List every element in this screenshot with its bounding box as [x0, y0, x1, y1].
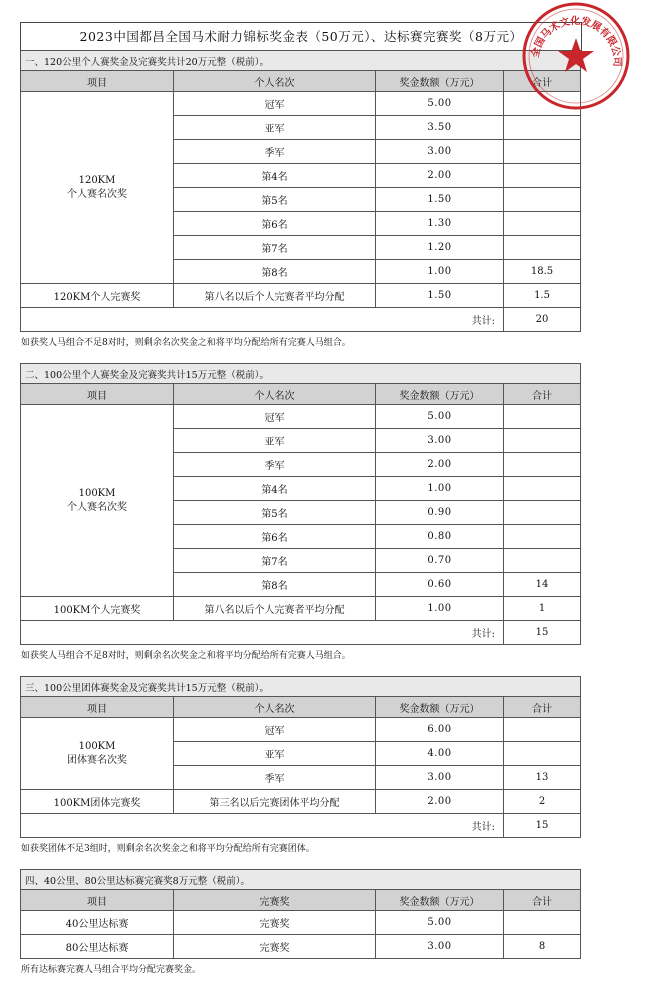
group-label-text: 100KM 个人赛名次奖: [67, 487, 127, 513]
rank-cell-text: 第8名: [261, 581, 288, 592]
amount-cell-text: 5.00: [427, 411, 452, 422]
amount-cell: [376, 405, 504, 429]
amount-cell-text: 1.00: [427, 266, 452, 277]
total-value: [504, 621, 581, 645]
sum-cell: [504, 164, 581, 188]
section-heading-text: 四、40公里、80公里达标赛完赛奖8万元整（税前）。: [25, 875, 250, 887]
finish-item: [21, 790, 174, 814]
finish-rank: [174, 790, 376, 814]
finish-item-text: 120KM个人完赛奖: [53, 292, 141, 303]
prize-tables: [20, 50, 580, 982]
finish-amount: [376, 597, 504, 621]
amount-cell-text: 0.70: [427, 555, 452, 566]
rank-cell: [174, 525, 376, 549]
section-note: 如获奖团体不足3组时，则剩余名次奖金之和将平均分配给所有完赛团体。: [21, 844, 315, 854]
amount-cell-text: 6.00: [427, 724, 452, 735]
amount-cell: [376, 236, 504, 260]
amount-cell-text: 5.00: [427, 917, 452, 928]
col-header-amount: [376, 697, 504, 718]
amount-cell: [376, 525, 504, 549]
amount-cell: [376, 212, 504, 236]
rank-cell-text: 季军: [264, 461, 285, 472]
total-value-text: 15: [535, 627, 549, 638]
col-header-item: [21, 384, 174, 405]
rank-cell-text: 第7名: [261, 557, 288, 568]
sum-cell-text: 14: [535, 579, 549, 590]
amount-cell: [376, 429, 504, 453]
col-header-rank: [174, 71, 376, 92]
amount-cell: [376, 935, 504, 959]
sum-cell: [504, 116, 581, 140]
total-row: [21, 814, 581, 838]
rank-cell: [174, 935, 376, 959]
table-row: [21, 718, 581, 742]
rank-cell: [174, 260, 376, 284]
rank-cell-text: 亚军: [264, 750, 285, 761]
col-header-amount-text: 奖金数额（万元）: [399, 703, 480, 715]
sum-cell: [504, 935, 581, 959]
rank-cell: [174, 911, 376, 935]
total-label: [21, 621, 504, 645]
col-header-sum-text: 合计: [532, 77, 553, 89]
rank-cell-text: 冠军: [264, 726, 285, 737]
rank-cell: [174, 92, 376, 116]
amount-cell-text: 1.30: [427, 218, 452, 229]
amount-cell-text: 3.50: [427, 122, 452, 133]
col-header-item-text: 项目: [87, 896, 107, 908]
amount-cell: [376, 92, 504, 116]
prize-table-3: [20, 676, 581, 838]
sum-cell-text: 8: [538, 941, 546, 952]
amount-cell-text: 0.90: [427, 507, 452, 518]
finish-item-text: 100KM个人完赛奖: [53, 605, 141, 616]
total-label-text: 共计:: [471, 316, 495, 327]
item-cell: [21, 911, 174, 935]
sum-cell: [504, 212, 581, 236]
amount-cell: [376, 477, 504, 501]
group-label-text: 100KM 团体赛名次奖: [67, 740, 127, 766]
rank-cell: [174, 212, 376, 236]
sum-cell: [504, 477, 581, 501]
col-header-sum-text: 合计: [532, 703, 553, 715]
rank-cell-text: 第6名: [261, 220, 288, 231]
amount-cell-text: 1.20: [427, 242, 452, 253]
sum-cell: [504, 718, 581, 742]
sum-cell: [504, 429, 581, 453]
col-header-sum: [504, 890, 581, 911]
sum-cell: [504, 453, 581, 477]
finish-amount: [376, 790, 504, 814]
col-header-amount: [376, 890, 504, 911]
finish-item-text: 100KM团体完赛奖: [53, 798, 141, 809]
sum-cell: [504, 501, 581, 525]
col-header-amount-text: 奖金数额（万元）: [399, 390, 480, 402]
rank-cell-text: 完赛奖: [259, 943, 290, 954]
amount-cell-text: 1.50: [427, 194, 452, 205]
total-value-text: 20: [535, 314, 549, 325]
sum-cell: [504, 766, 581, 790]
prize-table-1: [20, 50, 581, 332]
group-label: [21, 718, 174, 790]
rank-cell: [174, 573, 376, 597]
group-label: [21, 405, 174, 597]
item-cell-text: 80公里达标赛: [65, 943, 129, 954]
rank-cell-text: 完赛奖: [259, 919, 290, 930]
col-header-item: [21, 71, 174, 92]
rank-cell-text: 季军: [264, 774, 285, 785]
rank-cell-text: 第4名: [261, 485, 288, 496]
sum-cell: [504, 140, 581, 164]
rank-cell-text: 亚军: [264, 437, 285, 448]
sum-cell: [504, 188, 581, 212]
col-header-sum-text: 合计: [532, 896, 553, 908]
section-note: 如获奖人马组合不足8对时，则剩余名次奖金之和将平均分配给所有完赛人马组合。: [21, 338, 351, 348]
company-seal: [520, 0, 632, 112]
finish-rank-text: 第八名以后个人完赛者平均分配: [204, 605, 345, 616]
amount-cell-text: 0.60: [427, 579, 452, 590]
total-row: [21, 621, 581, 645]
red-star-icon: [558, 38, 594, 72]
total-value: [504, 308, 581, 332]
document-title: 2023中国都昌全国马术耐力锦标奖金表（50万元）、达标赛完赛奖（8万元）: [20, 22, 582, 51]
amount-cell-text: 2.00: [427, 170, 452, 181]
col-header-item-text: 项目: [87, 703, 107, 715]
amount-cell: [376, 742, 504, 766]
section-heading-text: 二、100公里个人赛奖金及完赛奖共计15万元整（税前）。: [25, 369, 269, 381]
section-heading-text: 三、100公里团体赛奖金及完赛奖共计15万元整（税前）。: [25, 682, 269, 694]
sum-cell: [504, 260, 581, 284]
rank-cell: [174, 429, 376, 453]
amount-cell: [376, 766, 504, 790]
amount-cell: [376, 501, 504, 525]
col-header-rank-text: 个人名次: [254, 703, 295, 715]
rank-cell-text: 第8名: [261, 268, 288, 279]
table-row: [21, 405, 581, 429]
rank-cell: [174, 549, 376, 573]
rank-cell: [174, 188, 376, 212]
finish-item: [21, 597, 174, 621]
finish-sum: [504, 597, 581, 621]
col-header-sum: [504, 697, 581, 718]
seal-text: 全国马术文化发展有限公司: [530, 15, 623, 67]
amount-cell-text: 2.00: [427, 459, 452, 470]
col-header-rank-text: 个人名次: [254, 77, 295, 89]
rank-cell-text: 第7名: [261, 244, 288, 255]
finish-rank: [174, 597, 376, 621]
col-header-item-text: 项目: [87, 77, 107, 89]
prize-table-4: [20, 869, 581, 959]
total-row: [21, 308, 581, 332]
finish-amount: [376, 284, 504, 308]
section-note: 如获奖人马组合不足8对时，则剩余名次奖金之和将平均分配给所有完赛人马组合。: [21, 651, 351, 661]
group-label-text: 120KM 个人赛名次奖: [67, 174, 127, 200]
col-header-amount: [376, 384, 504, 405]
amount-cell: [376, 116, 504, 140]
rank-cell-text: 冠军: [264, 413, 285, 424]
section-note: 所有达标赛完赛人马组合平均分配完赛奖金。: [21, 965, 202, 975]
amount-cell-text: 3.00: [427, 146, 452, 157]
rank-cell: [174, 236, 376, 260]
rank-cell-text: 第6名: [261, 533, 288, 544]
col-header-rank: [174, 697, 376, 718]
amount-cell-text: 3.00: [427, 772, 452, 783]
sum-cell: [504, 573, 581, 597]
amount-cell-text: 0.80: [427, 531, 452, 542]
rank-cell: [174, 116, 376, 140]
finish-row: [21, 790, 581, 814]
sum-cell: [504, 405, 581, 429]
amount-cell: [376, 188, 504, 212]
total-label: [21, 814, 504, 838]
rank-cell: [174, 453, 376, 477]
rank-cell-text: 第5名: [261, 196, 288, 207]
amount-cell: [376, 573, 504, 597]
group-label: [21, 92, 174, 284]
amount-cell: [376, 164, 504, 188]
amount-cell: [376, 140, 504, 164]
rank-cell-text: 冠军: [264, 100, 285, 111]
finish-sum-text: 1: [538, 603, 546, 614]
rank-cell: [174, 405, 376, 429]
amount-cell-text: 4.00: [427, 748, 452, 759]
col-header-amount-text: 奖金数额（万元）: [399, 896, 480, 908]
total-value-text: 15: [535, 820, 549, 831]
total-label-text: 共计:: [471, 822, 495, 833]
item-cell: [21, 935, 174, 959]
amount-cell: [376, 260, 504, 284]
finish-amount-text: 1.50: [427, 290, 452, 301]
amount-cell: [376, 911, 504, 935]
finish-rank-text: 第三名以后完赛团体平均分配: [209, 798, 340, 809]
finish-item: [21, 284, 174, 308]
col-header-rank-text: 完赛奖: [259, 896, 290, 908]
section-heading: [21, 677, 581, 697]
finish-row: [21, 597, 581, 621]
finish-rank-text: 第八名以后个人完赛者平均分配: [204, 292, 345, 303]
rank-cell-text: 季军: [264, 148, 285, 159]
rank-cell: [174, 164, 376, 188]
prize-table-2: [20, 363, 581, 645]
finish-amount-text: 1.00: [427, 603, 452, 614]
col-header-sum: [504, 384, 581, 405]
section-heading: [21, 51, 581, 71]
amount-cell-text: 1.00: [427, 483, 452, 494]
rank-cell: [174, 742, 376, 766]
sum-cell: [504, 742, 581, 766]
section-heading-text: 一、120公里个人赛奖金及完赛奖共计20万元整（税前）。: [25, 56, 269, 68]
finish-rank: [174, 284, 376, 308]
col-header-item: [21, 890, 174, 911]
amount-cell-text: 3.00: [427, 941, 452, 952]
sum-cell-text: 18.5: [530, 266, 554, 277]
sum-cell: [504, 549, 581, 573]
sum-cell: [504, 236, 581, 260]
rank-cell-text: 第5名: [261, 509, 288, 520]
item-cell-text: 40公里达标赛: [65, 919, 129, 930]
rank-cell: [174, 718, 376, 742]
section-heading: [21, 364, 581, 384]
sum-cell: [504, 911, 581, 935]
col-header-rank: [174, 890, 376, 911]
finish-row: [21, 284, 581, 308]
sum-cell-text: 13: [535, 772, 549, 783]
section-heading: [21, 870, 581, 890]
table-row: [21, 911, 581, 935]
rank-cell-text: 第4名: [261, 172, 288, 183]
amount-cell: [376, 718, 504, 742]
col-header-amount-text: 奖金数额（万元）: [399, 77, 480, 89]
finish-amount-text: 2.00: [427, 796, 452, 807]
rank-cell-text: 亚军: [264, 124, 285, 135]
rank-cell: [174, 140, 376, 164]
total-label: [21, 308, 504, 332]
col-header-item-text: 项目: [87, 390, 107, 402]
sum-cell: [504, 525, 581, 549]
col-header-sum-text: 合计: [532, 390, 553, 402]
amount-cell: [376, 549, 504, 573]
table-row: [21, 935, 581, 959]
rank-cell: [174, 501, 376, 525]
rank-cell: [174, 766, 376, 790]
col-header-rank-text: 个人名次: [254, 390, 295, 402]
rank-cell: [174, 477, 376, 501]
table-row: [21, 92, 581, 116]
col-header-item: [21, 697, 174, 718]
finish-sum: [504, 284, 581, 308]
total-label-text: 共计:: [471, 629, 495, 640]
col-header-rank: [174, 384, 376, 405]
finish-sum-text: 2: [538, 796, 546, 807]
amount-cell-text: 5.00: [427, 98, 452, 109]
finish-sum: [504, 790, 581, 814]
col-header-amount: [376, 71, 504, 92]
amount-cell: [376, 453, 504, 477]
amount-cell-text: 3.00: [427, 435, 452, 446]
total-value: [504, 814, 581, 838]
finish-sum-text: 1.5: [534, 290, 550, 301]
